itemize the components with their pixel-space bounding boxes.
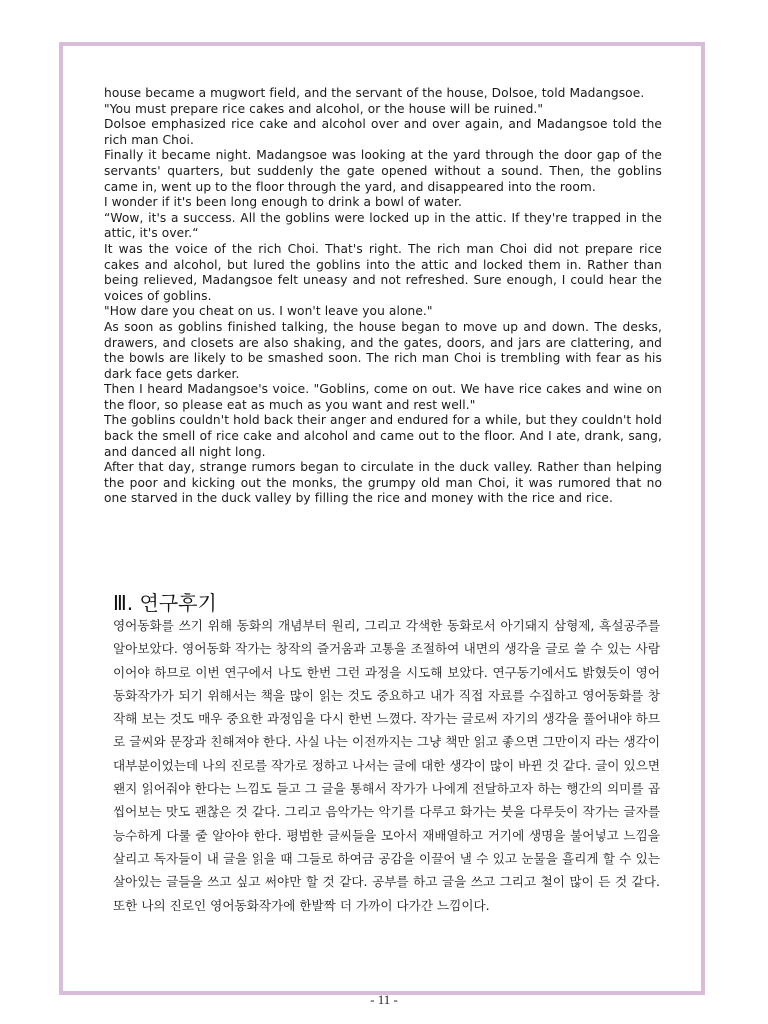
story-paragraph: Finally it became night. Madangsoe was looking at the yard through the door gap of the servants' quarters, but suddenly the gate opened without a sound. Then, the goblins came in, went up to the floor through the yard, and disappeared into the room. (104, 148, 662, 194)
story-paragraph: I wonder if it's been long enough to drink a bowl of water. (104, 195, 462, 210)
page-number: - 11 - (370, 992, 398, 1007)
story-paragraph: house became a mugwort field, and the servant of the house, Dolsoe, told Madangsoe. (104, 86, 645, 100)
story-paragraph: The goblins couldn't hold back their anger and endured for a while, but they couldn't hold back the smell of rice cake and alcohol and came out to the floor. And I ate, drank, sang, and danced all night long. (104, 413, 662, 459)
story-paragraph: “Wow, it's a success. All the goblins were locked up in the attic. If they're trapped in the attic, it's over.“ (104, 210, 662, 241)
story-paragraph: As soon as goblins finished talking, the house began to move up and down. The desks, drawers, and closets are also shaking, and the gates, doors, and jars are clattering, and the bowls are likely to be smashed soon. The rich man Choi is trembling with fear as his dark face gets darker. (104, 319, 662, 381)
story-paragraph: Dolsoe emphasized rice cake and alcohol over and over again, and Madangsoe told the rich man Choi. (104, 117, 662, 147)
story-paragraph: Then I heard Madangsoe's voice. "Goblins, come on out. We have rice cakes and wine on the floor, so please eat as much as you want and rest well." (104, 382, 662, 412)
story-paragraph: "How dare you cheat on us. I won't leave you alone." (104, 304, 433, 319)
story-paragraph: "You must prepare rice cakes and alcohol, or the house will be ruined." (104, 101, 544, 116)
story-text (104, 86, 662, 507)
section-heading: Ⅲ. 연구후기 (113, 591, 217, 615)
story-paragraph: After that day, strange rumors began to circulate in the duck valley. Rather than helping the poor and kicking out the monks, the grumpy old man Choi, it was rumored that no one starved in the duck valley by filling the rice and money with the rice and rice. (104, 460, 662, 506)
story-paragraph: It was the voice of the rich Choi. That's right. The rich man Choi did not prepare rice cakes and alcohol, but lured the goblins into the attic and locked them in. Rather than being relieved, Madangsoe felt uneasy and not refreshed. Sure enough, I could hear the voices of goblins. (104, 241, 662, 303)
section-body: 영어동화를 쓰기 위해 동화의 개념부터 원리, 그리고 각색한 동화로서 아기돼지 삼형제, 흑설공주를 알아보았다. 영어동화 작가는 창작의 즐거움과 고통을 조절하여 내면의 생각을 글로 쓸 수 있는 사람이어야 하므로 이번 연구에서 나도 한번 그런 과정을 시도해 보았다. 연구동기에서도 밝혔듯이 영어동화작가가 되기 위해서는 책을 많이 읽는 것도 중요하고 내가 직접 자료를 수집하고 영어동화를 창작해 보는 것도 매우 중요한 과정임을 다시 한번 느꼈다. 작가는 글로써 자기의 생각을 풀어내야 하므로 글씨와 문장과 친해져야 한다. 사실 나는 이전까지는 그냥 책만 읽고 좋으면 그만이지 라는 생각이 대부분이었는데 나의 진로를 작가로 정하고 나서는 글에 대한 생각이 많이 바뀐 것 같다. 글이 있으면 왠지 읽어줘야 한다는 느낌도 들고 그 글을 통해서 작가가 나에게 전달하고자 하는 행간의 의미를 곱씹어보는 맛도 괜찮은 것 같다. 그리고 음악가는 악기를 다루고 화가는 붓을 다루듯이 작가는 글자를 능수하게 다룰 줄 알아야 한다. 평범한 글씨들을 모아서 재배열하고 거기에 생명을 불어넣고 느낌을 살리고 독자들이 내 글을 읽을 때 그들로 하여금 공감을 이끌어 낼 수 있고 눈물을 흘리게 할 수 있는 살아있는 글들을 쓰고 싶고 써야만 할 것 같다. 공부를 하고 글을 쓰고 그리고 철이 많이 든 것 같다. 또한 나의 진로인 영어동화작가에 한발짝 더 가까이 다가간 느낌이다. (113, 618, 660, 913)
